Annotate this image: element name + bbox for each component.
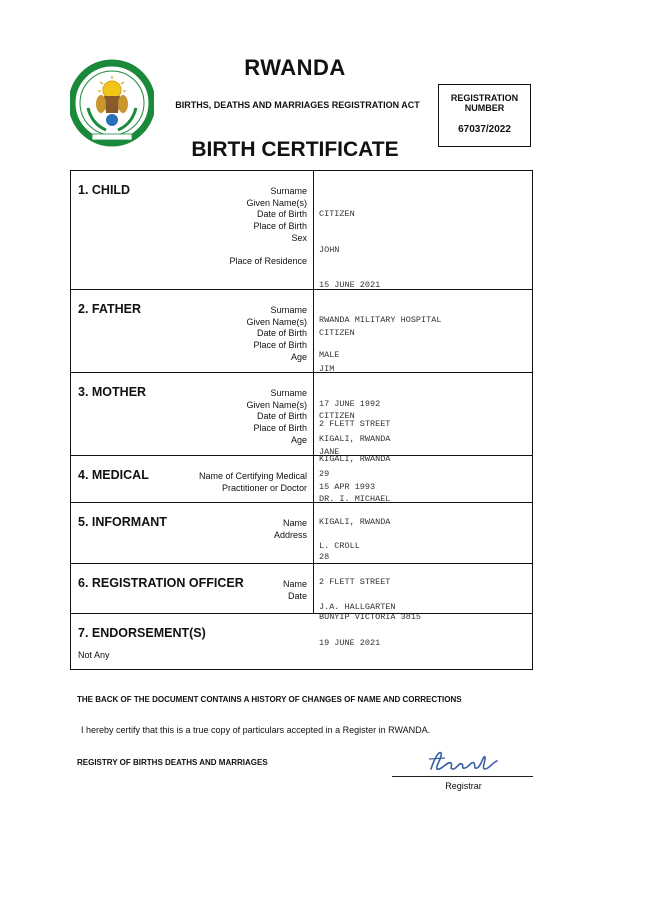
officer-date-label: Date: [287, 590, 307, 601]
registrar-label: Registrar: [445, 781, 482, 791]
child-sex-value: MALE: [319, 349, 340, 360]
mother-dob-label: Date of Birth: [256, 411, 307, 422]
medical-practitioner-value: DR. I. MICHAEL: [319, 494, 391, 505]
child-pob-label: Place of Birth: [253, 221, 307, 232]
mother-surname-value: CITIZEN: [319, 411, 355, 422]
registry-name: REGISTRY OF BIRTHS DEATHS AND MARRIAGES: [77, 758, 268, 767]
informant-address-label: Address: [273, 529, 307, 540]
mother-age-value: 28: [319, 551, 330, 562]
endorsement-note: Not Any: [78, 650, 110, 660]
father-pob-value: KIGALI, RWANDA: [319, 433, 391, 444]
rwanda-seal-icon: [70, 58, 154, 148]
father-age-label: Age: [290, 351, 307, 362]
father-given-label: Given Name(s): [246, 316, 307, 327]
mother-pob-label: Place of Birth: [253, 423, 307, 434]
endorsement-section: [71, 611, 532, 669]
father-surname-label: Surname: [270, 305, 307, 315]
mother-given-label: Given Name(s): [246, 399, 307, 410]
medical-heading: 4. MEDICAL: [78, 468, 149, 482]
certification-statement: I hereby certify that this is a true copy of particulars accepted in a Register in RWANDA.: [81, 725, 431, 735]
child-dob-value: 15 JUNE 2021: [319, 279, 381, 290]
mother-given-value: JANE: [319, 446, 340, 457]
certificate-title: BIRTH CERTIFICATE: [191, 138, 399, 161]
father-dob-value: 17 JUNE 1992: [319, 398, 381, 409]
medical-label-line-1: Name of Certifying Medical: [198, 471, 307, 481]
father-pob-label: Place of Birth: [253, 340, 307, 351]
mother-age-label: Age: [290, 434, 307, 445]
registrar-signature: [425, 747, 505, 777]
endorsement-heading: 7. ENDORSEMENT(S): [78, 626, 206, 640]
father-age-value: 29: [319, 468, 330, 479]
informant-heading: 5. INFORMANT: [78, 515, 167, 529]
registration-number: 67037/2022: [458, 124, 511, 135]
father-dob-label: Date of Birth: [256, 328, 307, 339]
registration-act: BIRTHS, DEATHS AND MARRIAGES REGISTRATION ACT: [175, 100, 420, 110]
child-pob-value: RWANDA MILITARY HOSPITAL: [319, 314, 442, 325]
informant-name-label: Name: [282, 518, 307, 528]
child-residence-line-2: KIGALI, RWANDA: [319, 454, 391, 465]
medical-section: [71, 456, 532, 503]
number-label: NUMBER: [464, 103, 505, 113]
mother-surname-label: Surname: [270, 388, 307, 398]
officer-name-value: J.A. HALLGARTEN: [319, 602, 396, 613]
child-surname-label: Surname: [270, 186, 307, 196]
medical-label-line-2: Practitioner or Doctor: [221, 482, 307, 493]
informant-name-value: L. CROLL: [319, 541, 360, 552]
back-of-document-note: THE BACK OF THE DOCUMENT CONTAINS A HISTORY OF CHANGES OF NAME AND CORRECTIONS: [77, 695, 462, 704]
officer-date-value: 19 JUNE 2021: [319, 637, 381, 648]
informant-address-line-2: BUNYIP VICTORIA 3815: [319, 611, 422, 622]
signature-line: [392, 776, 533, 777]
father-heading: 2. FATHER: [78, 302, 141, 316]
child-dob-label: Date of Birth: [256, 209, 307, 220]
child-surname-value: CITIZEN: [319, 209, 355, 220]
child-heading: 1. CHILD: [78, 183, 131, 197]
child-sex-label: Sex: [291, 232, 307, 243]
officer-heading: 6. REGISTRATION OFFICER: [78, 576, 244, 590]
country-title: RWANDA: [244, 55, 346, 80]
registration-label: REGISTRATION: [450, 93, 519, 103]
mother-heading: 3. MOTHER: [78, 385, 147, 399]
officer-name-label: Name: [282, 579, 307, 589]
registration-number-box: [438, 84, 531, 147]
mother-pob-value: KIGALI, RWANDA: [319, 516, 391, 527]
father-surname-value: CITIZEN: [319, 328, 355, 339]
father-given-value: JIM: [319, 363, 335, 374]
mother-dob-value: 15 APR 1993: [319, 481, 376, 492]
child-residence-line-1: 2 FLETT STREET: [319, 419, 391, 430]
informant-address-line-1: 2 FLETT STREET: [319, 576, 391, 587]
certificate-form: [70, 170, 533, 670]
child-given-value: JOHN: [319, 244, 340, 255]
child-residence-label: Place of Residence: [229, 255, 307, 266]
child-given-label: Given Name(s): [246, 197, 307, 208]
